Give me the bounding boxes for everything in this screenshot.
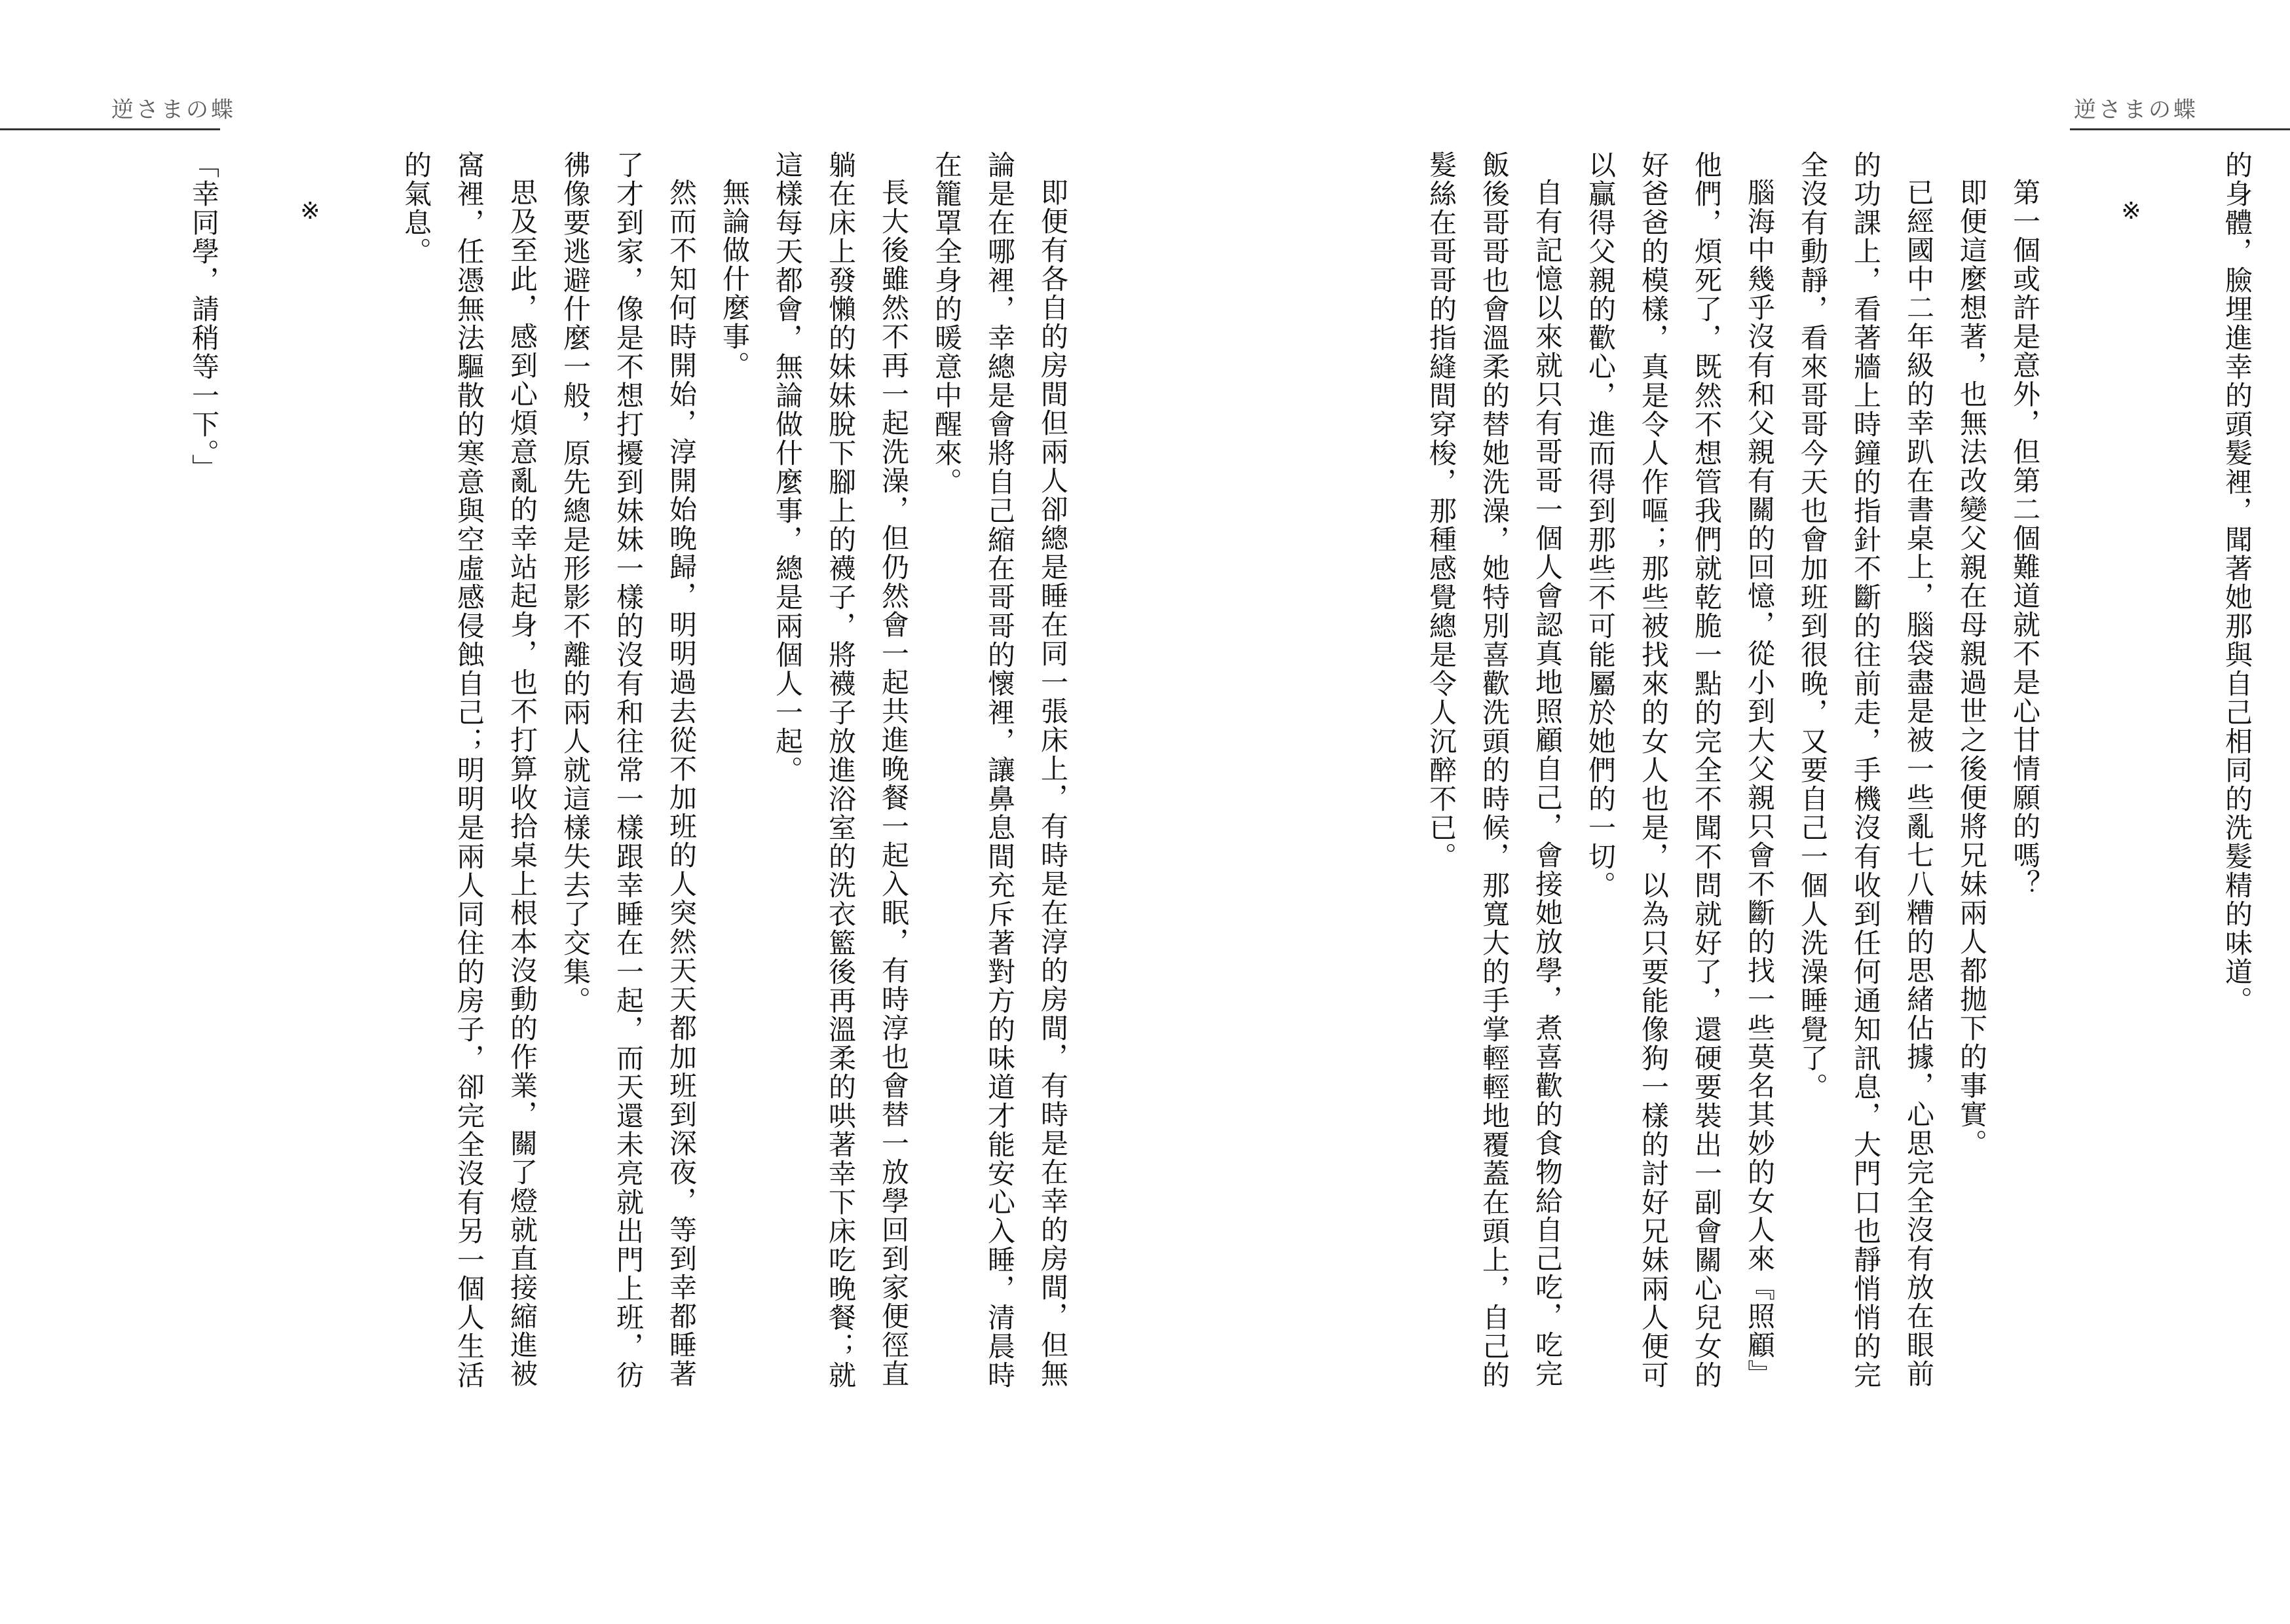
paragraph: 長大後雖然不再一起洗澡，但仍然會一起共進晚餐一起入眠，有時淳也會替一放學回到家便徑直躺在床上發懶的妹妹脫下腳上的襪子，將襪子放進浴室的洗衣籃後再溫柔的哄著幸下床吃晚餐；就這樣每天都會，無論做什麼事，總是兩個人一起。: [772, 151, 910, 1390]
scene-separator: ※: [2118, 198, 2145, 226]
paragraph: 無論做什麼事。: [719, 178, 751, 380]
paragraph: 思及至此，感到心煩意亂的幸站起身，也不打算收拾桌上根本沒動的作業，關了燈就直接縮進被窩裡，任憑無法驅散的寒意與空虛感侵蝕自己；明明是兩人同住的房子，卻完全沒有另一個人生活的氣息。: [400, 151, 538, 1390]
header-rule: [2070, 128, 2290, 130]
right-page: [1145, 0, 2290, 1624]
paragraph: 的身體，臉埋進幸的頭髮裡，聞著她那與自己相同的洗髮精的味道。: [2221, 151, 2253, 1015]
running-title: 逆さまの蝶: [2074, 97, 2198, 123]
paragraph: 即便這麼想著，也無法改變父親在母親過世之後便將兄妹兩人都拋下的事實。: [1956, 178, 1988, 1158]
running-title: 逆さまの蝶: [111, 97, 236, 123]
header-rule: [0, 128, 220, 130]
dialogue-line: 「幸同學，請稍等一下。」: [188, 151, 220, 483]
scene-separator: ※: [297, 198, 324, 226]
body-text: [1360, 151, 2264, 1395]
paragraph: 然而不知何時開始，淳開始晚歸，明明過去從不加班的人突然天天都加班到深夜，等到幸都睡著了才到家，像是不想打擾到妹妹一樣的沒有和往常一樣跟幸睡在一起，而天還未亮就出門上班，彷彿像要逃避什麼一般，原先總是形影不離的兩人就這樣失去了交集。: [559, 151, 698, 1390]
paragraph: 第一個或許是意外，但第二個難道就不是心甘情願的嗎？: [2009, 178, 2041, 898]
body-text: [149, 151, 1079, 1395]
paragraph: 腦海中幾乎沒有和父親有關的回憶，從小到大父親只會不斷的找一些莫名其妙的女人來『照顧』他們，煩死了，既然不想管我們就乾脆一點的完全不聞不問就好了，還硬要裝出一副會關心兒女的好爸爸的模樣，真是令人作嘔；那些被找來的女人也是，以為只要能像狗一樣的討好兄妹兩人便可以贏得父親的歡心，進而得到那些不可能屬於她們的一切。: [1585, 151, 1776, 1390]
paragraph: 即便有各自的房間但兩人卻總是睡在同一張床上，有時是在淳的房間，有時是在幸的房間，但無論是在哪裡，幸總是會將自己縮在哥哥的懷裡，讓鼻息間充斥著對方的味道才能安心入睡，清晨時在籠罩全身的暖意中醒來。: [931, 151, 1069, 1390]
paragraph: 自有記憶以來就只有哥哥一個人會認真地照顧自己，會接她放學，煮喜歡的食物給自己吃，吃完飯後哥哥也會溫柔的替她洗澡，她特別喜歡洗頭的時候，那寬大的手掌輕輕地覆蓋在頭上，自己的髮絲在哥哥的指縫間穿梭，那種感覺總是令人沉醉不已。: [1425, 151, 1564, 1390]
paragraph: 已經國中二年級的幸趴在書桌上，腦袋盡是被一些亂七八糟的思緒佔據，心思完全沒有放在眼前的功課上，看著牆上時鐘的指針不斷的往前走，手機沒有收到任何通知訊息，大門口也靜悄悄的完全沒有動靜，看來哥哥今天也會加班到很晚，又要自己一個人洗澡睡覺了。: [1797, 151, 1935, 1390]
